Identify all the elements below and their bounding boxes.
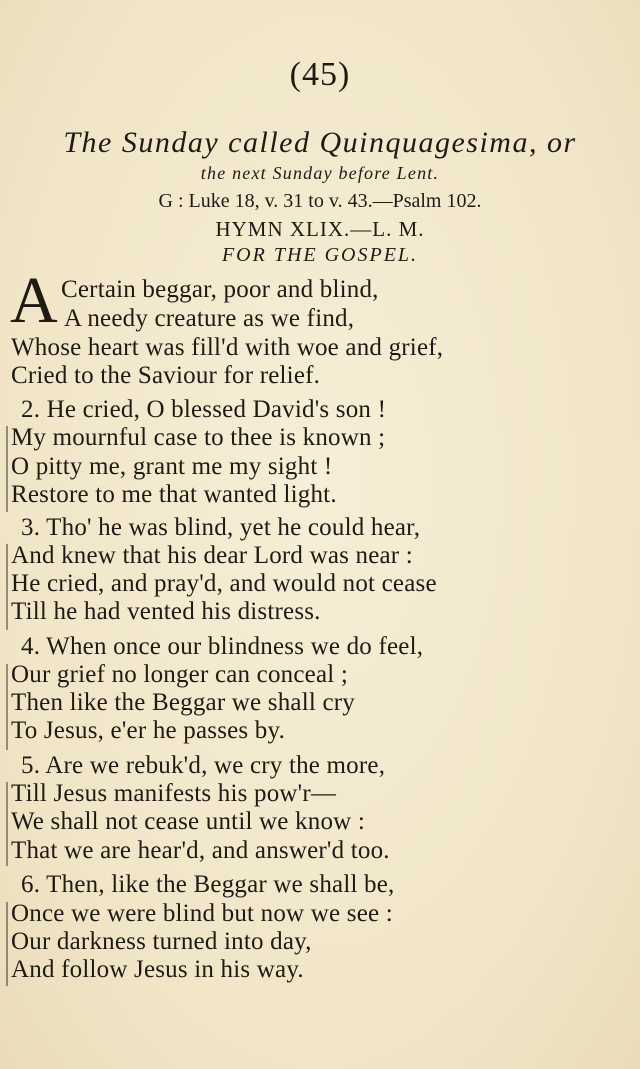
drop-cap-letter: A	[10, 264, 58, 337]
stanza-6-line-4: And follow Jesus in his way.	[11, 956, 304, 983]
stanza-5-line-2: Till Jesus manifests his pow'r—	[11, 780, 337, 807]
stanza-4-line-2: Our grief no longer can conceal ;	[11, 661, 349, 688]
stanza-6-line-1: 6. Then, like the Beggar we shall be,	[21, 871, 395, 898]
stanza-5-line-3: We shall not cease until we know :	[11, 808, 366, 835]
stanza-1-line-4: Cried to the Saviour for relief.	[11, 362, 321, 389]
stanza-3-line-2: And knew that his dear Lord was near :	[11, 542, 413, 569]
stanza-2-line-3: O pitty me, grant me my sight !	[11, 453, 333, 480]
stanza-4-line-3: Then like the Beggar we shall cry	[11, 689, 355, 716]
stanza-2-line-2: My mournful case to thee is known ;	[11, 424, 386, 451]
stanza-2-line-4: Restore to me that wanted light.	[11, 481, 337, 508]
sunday-subtitle: the next Sunday before Lent.	[200, 163, 440, 183]
stanza-6-line-3: Our darkness turned into day,	[11, 928, 312, 955]
stanza-3-line-1: 3. Tho' he was blind, yet he could hear,	[21, 514, 421, 541]
hymn-subtitle: FOR THE GOSPEL.	[221, 244, 419, 266]
stanza-3-line-3: He cried, and pray'd, and would not cease	[11, 570, 437, 597]
stanza-1-line-3: Whose heart was fill'd with woe and grief,	[11, 334, 444, 361]
stanza-1-line-2: A needy creature as we find,	[64, 305, 355, 332]
stanza-2-line-1: 2. He cried, O blessed David's son !	[21, 396, 387, 423]
margin-rule	[6, 664, 8, 750]
stanza-5-line-1: 5. Are we rebuk'd, we cry the more,	[21, 752, 386, 779]
stanza-5-line-4: That we are hear'd, and answer'd too.	[11, 837, 390, 864]
margin-rule	[6, 902, 8, 986]
stanza-4-line-1: 4. When once our blindness we do feel,	[21, 633, 424, 660]
stanza-6-line-2: Once we were blind but now we see :	[11, 900, 393, 927]
scripture-reference: G : Luke 18, v. 31 to v. 43.—Psalm 102.	[158, 190, 482, 212]
page-number: (45)	[289, 56, 351, 93]
margin-rule	[6, 544, 8, 630]
stanza-3-line-4: Till he had vented his distress.	[11, 598, 321, 625]
sunday-title: The Sunday called Quinquagesima, or	[63, 126, 577, 159]
stanza-1-line-1: Certain beggar, poor and blind,	[61, 276, 379, 303]
stanza-4-line-4: To Jesus, e'er he passes by.	[11, 717, 286, 744]
margin-rule	[6, 782, 8, 866]
hymn-title: HYMN XLIX.—L. M.	[215, 217, 425, 241]
margin-rule	[6, 426, 8, 512]
